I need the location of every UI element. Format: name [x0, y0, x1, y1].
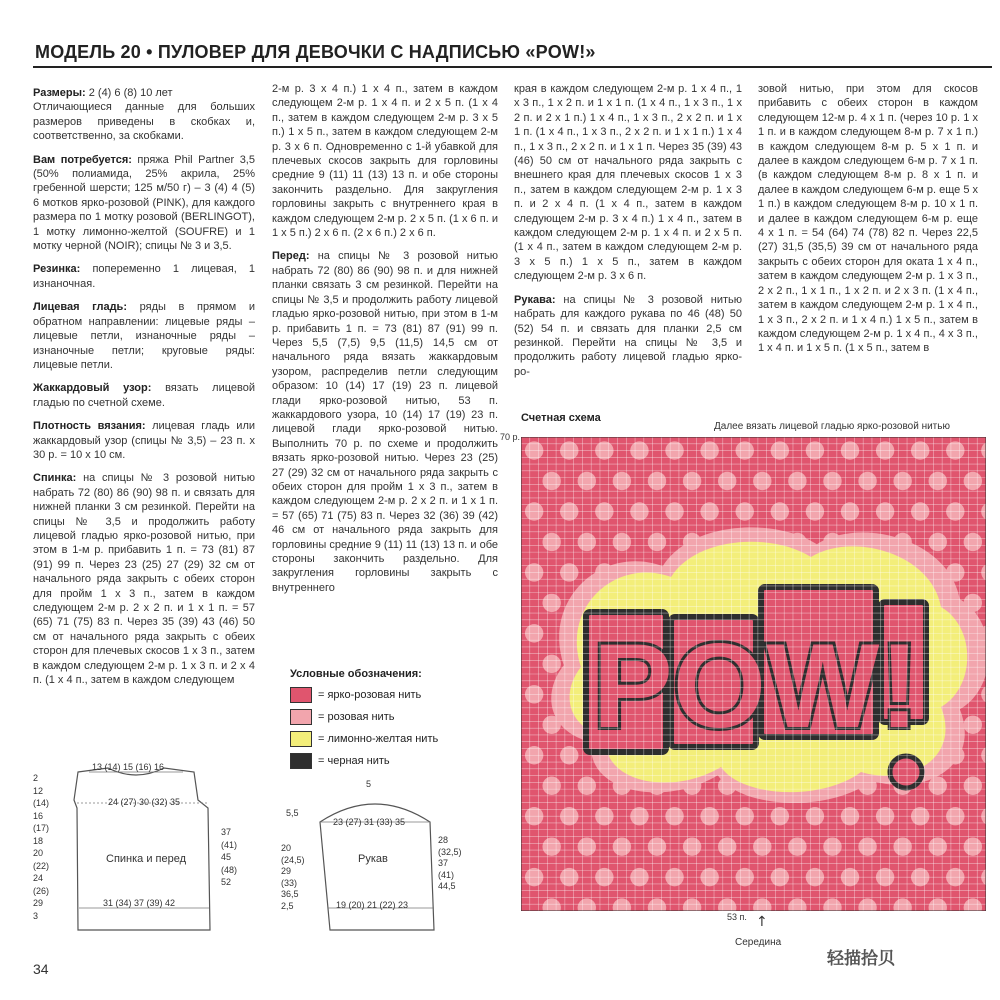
legend-label: = черная нить	[318, 755, 390, 767]
paragraph	[33, 419, 255, 462]
middle-label: Середина	[735, 937, 782, 948]
paragraph-heading: Плотность вязания:	[33, 420, 146, 433]
sleeve-left-measures	[281, 843, 305, 912]
measure-value: (33)	[281, 877, 298, 888]
measure-value: 29	[33, 898, 44, 908]
chart-dot	[858, 837, 876, 855]
chart-dot	[788, 837, 806, 855]
chart-dot	[964, 716, 982, 734]
legend-item	[290, 750, 490, 772]
chart-pattern-text: POW!	[592, 619, 920, 753]
measure-value: 37	[438, 858, 449, 868]
paragraph-heading: Спинка:	[33, 472, 77, 485]
chart-dot	[683, 472, 701, 490]
measure-value: 2	[33, 773, 39, 783]
legend	[290, 668, 490, 772]
paragraph	[272, 249, 498, 595]
paragraph-heading: Перед:	[272, 250, 310, 263]
paragraph-text: пряжа Phil Partner 3,5 (50% полиамида, 25% акрила, 25% гребенной шерсти; 125 м/50 г) – 3 (4) 4 (5) 6 мотков ярко-розовой (PINK), для каждого размера по 1 мотку розовой (BERLINGOT), 1 мотку лимонно-желтой (SOUFRE) и 1 мотку черной (NOIR); спицы № 3 и 3,5.	[33, 153, 255, 253]
paragraph	[758, 82, 978, 356]
measure-value: 18	[33, 835, 44, 846]
paragraph	[33, 86, 255, 144]
measure-value: (48)	[221, 864, 238, 875]
chart-dot	[893, 837, 911, 855]
chart-dot	[542, 594, 560, 612]
paragraph-text: на спицы № 3 розовой нитью набрать 72 (80) 86 (90) 98 п. и связать для нижней планки 3 см резинкой. Перейти на спицы № 3,5 и продолжить работу лицевой гладью ярко-розовой нитью, при этом в 1-м р. прибавить 1 п. = 73 (81) 87 (91) 99 п. Через 23 (25) 27 (29) 32 см от начального ряда закрыть с обеих сторон для пройм 1 х 3 п., затем в каждом следующем 2-м р. 2 х 2 п. и 1 х 1 п. = 57 (65) 71 (75) 83 п. Через 35 (39) 43 (46) 50 см от начального ряда закрыть с обеих сторон для плечевых скосов 1 х 3 п., затем в каждом следующем 2-м р. 1 х 3 п. и 2 х 4 п. (1 х 4 п., затем в каждом следующем	[33, 472, 255, 687]
chart-dot	[929, 837, 947, 855]
paragraph-heading: Рукава:	[514, 293, 556, 306]
paragraph-text: попеременно 1 лицевая, 1 изнаночная.	[33, 263, 255, 290]
chart-dot	[613, 472, 631, 490]
chart-dot	[823, 837, 841, 855]
chart-dot	[929, 472, 947, 490]
measure-value: 3	[33, 910, 39, 921]
measure-value: 20	[33, 848, 44, 858]
exclamation-dot	[890, 756, 922, 788]
paragraph-heading: Лицевая гладь:	[33, 301, 127, 314]
chart-dot	[753, 472, 771, 490]
paragraph	[272, 82, 498, 240]
body-left-measures	[33, 772, 49, 922]
legend-label: = лимонно-желтая нить	[318, 733, 439, 745]
sleeve-label: Рукав	[358, 853, 388, 865]
measure-value: 20	[281, 843, 292, 853]
measure-value: (32,5)	[438, 846, 462, 857]
body-shoulder-measure: 24 (27) 30 (32) 35	[108, 797, 181, 807]
rows-label: 70 р.	[500, 432, 521, 442]
legend-label: = ярко-розовая нить	[318, 689, 422, 701]
chart-dot	[648, 837, 666, 855]
chart-dot	[929, 533, 947, 551]
sleeve-width-measure: 23 (27) 31 (33) 35	[333, 817, 406, 827]
chart-dot	[753, 837, 771, 855]
paragraph-text: лицевая гладь или жаккардовый узор (спицы № 3,5) – 23 п. х 30 р. = 10 х 10 см.	[33, 420, 256, 461]
measure-value: (26)	[33, 885, 50, 896]
chart-dot	[964, 472, 982, 490]
text-column-2	[272, 82, 498, 604]
paragraph-heading: Вам потребуется:	[33, 153, 132, 166]
measure-value: (24,5)	[281, 854, 305, 865]
paragraph-text: 2-м р. 3 х 4 п.) 1 х 4 п., затем в каждом следующем 2-м р. 1 х 4 п. и 2 х 5 п. (1 х 4 п., затем в каждом следующем 2-м р. 3 х 5 п.) 1 х 5 п., затем в каждом следующем 2-м р. 3 х 6 п. Одновременно с 1-й убавкой для плечевых скосов закрыть для горловины средние 9 (11) 11 (13) 13 п. и обе стороны закончить раздельно. Для закругления горловины закрыть с внутреннего края в каждом следующем 2-м р. 2 х 5 п. (1 х 6 п. и 1 х 5 п.) 2 х 6 п. (2 х 6 п.) 2 х 6 п.	[272, 83, 498, 240]
legend-item	[290, 728, 490, 750]
chart-dot	[542, 655, 560, 673]
paragraph-text: на спицы № 3 розовой нитью набрать 72 (80) 86 (90) 98 п. и для нижней планки связать 3 см резинкой. Перейти на спицы № 3,5 и продолжить работу лицевой гладью ярко-розовой нитью, при этом в 1-м р. прибавить 1 п. = 73 (81) 87 (91) 99 п. Через 5,5 (7,5) 9,5 (11,5) 14,5 см от начального ряда вязать жаккардовым узором, распределив петли следующим образом: 10 (14) 17 (19) 23 п. лицевой глади ярко-розовой нитью, 53 п. жаккардового узора, 10 (14) 17 (19) 23 п. лицевой глади ярко-розовой нитью. Выполнить 70 р. по схеме и продолжить вязать ярко-розовой нитью. Через 23 (25) 27 (29) 32 см от начального ряда закрыть с обеих сторон для пройм 1 х 3 п., затем в каждом следующем 2-м р. 2 х 2 п. и 1 х 1 п. = 57 (65) 71 (75) 83 п. Через 32 (36) 39 (42) 46 см от начального ряда закрыть для горловины средние 9 (11) 11 (13) 13 п. и обе стороны закончить раздельно. Для закругления горловины закрыть с внутреннего	[272, 250, 498, 594]
chart-dot	[542, 837, 560, 855]
chart-dot	[578, 533, 596, 551]
sleeve-top-measure: 5	[366, 779, 372, 789]
knitting-chart	[521, 437, 986, 911]
measure-value: 2,5	[281, 900, 294, 911]
measure-value: (14)	[33, 798, 50, 808]
chart-dot	[613, 533, 631, 551]
measure-value: (22)	[33, 860, 50, 871]
chart-dot	[718, 472, 736, 490]
measure-value: 52	[221, 877, 232, 887]
chart-dot	[542, 777, 560, 795]
paragraph-text: зовой нитью, при этом для скосов прибавить с обеих сторон в каждом следующем 12-м р. 4 х 1 п. (через 10 р. 1 х 1 п. и в каждом следующем 8-м р. 7 х 1 п.) в каждом следующем 8-м р. 5 х 1 п. и далее в каждом следующем 6-м р. 7 х 1 п. (в каждом следующем 8-м р. 8 х 1 п. и далее в каждом следующем 6-м р. еще 5 х 1 п.) в каждом следующем 8-м р. 10 х 1 п. и далее в каждом следующем 6-м р. еще 4 х 1 п. = 54 (64) 74 (78) 82 п. Через 22,5 (27) 31,5 (35,5) 39 см от начального ряда закрыть с обеих сторон для оката 1 х 4 п., затем в каждом следующем 2-м р. 1 х 3 п., 2 х 2 п., 1 х 1 п., 1 х 2 п. и 2 х 3 п. (1 х 4 п., затем в каждом следующем 2-м р. 1 х 4 п., 1 х 3 п., 2 х 2 п. и 1 х 4 п.) 1 х 5 п., затем в каждом следующем 2-м р. 1 х 4 п., 4 х 3 п., 1 х 4 п. и 1 х 5 п. (1 х 5 п., затем в	[758, 83, 978, 355]
sleeve-cap-measure: 5,5	[286, 808, 299, 818]
legend-item	[290, 706, 490, 728]
page-number: 34	[33, 961, 49, 977]
paragraph	[514, 293, 742, 379]
chart-dot	[893, 472, 911, 490]
chart-dot	[683, 837, 701, 855]
paragraph-text: на спицы № 3 розовой нитью набрать для каждого рукава по 46 (48) 50 (52) 54 п. и связать для планки 2,5 см резинкой. Перейти на спицы № 3,5 и продолжить работу лицевой гладью ярко-ро-	[514, 293, 742, 378]
chart-dot	[858, 472, 876, 490]
paragraph-text: края в каждом следующем 2-м р. 1 х 4 п., 1 х 3 п., 1 х 2 п. и 1 х 1 п. (1 х 4 п., 1 х 3 п., 1 х 2 п. и 2 х 1 п.) 1 х 4 п., 1 х 3 п., 2 х 2 п. и 1 х 1 п. (1 х 4 п., 1 х 3 п., 2 х 2 п. и 1 х 1 п.) 1 х 4 п., 1 х 3 п., 2 х 2 п. и 1 х 1 п. Через 35 (39) 43 (46) 50 см от начального ряда закрыть с внешнего края для плечевых скосов 1 х 3 п., затем в каждом следующем 2-м р. 1 х 3 п. и 2 х 4 п. (1 х 4 п., затем в каждом следующем 2-м р. 3 х 4 п.) 1 х 4 п., затем в каждом следующем 2-м р. 1 х 4 п. и 2 х 5 п. (1 х 4 п., затем в каждом следующем 2-м р. 3 х 5 п.) 1 х 5 п., затем в каждом следующем 2-м р. 3 х 6 п.	[514, 83, 742, 283]
chart-dot	[542, 533, 560, 551]
body-right-measures	[221, 826, 237, 889]
page-title: МОДЕЛЬ 20 • ПУЛОВЕР ДЛЯ ДЕВОЧКИ С НАДПИСЬЮ «POW!»	[35, 42, 596, 62]
measure-value: (41)	[438, 869, 455, 880]
measure-value: (17)	[33, 823, 50, 833]
legend-swatch	[290, 731, 312, 747]
chart-dot	[648, 472, 666, 490]
body-bottom-measure: 31 (34) 37 (39) 42	[103, 898, 176, 908]
title-rule	[33, 66, 992, 68]
paragraph-heading: Жаккардовый узор:	[33, 382, 152, 395]
measure-value: 45	[221, 852, 232, 862]
chart-dot	[929, 777, 947, 795]
legend-label: = розовая нить	[318, 711, 395, 723]
chart-dot	[613, 837, 631, 855]
watermark: 轻描拾贝	[827, 949, 895, 969]
legend-title: Условные обозначения:	[290, 668, 422, 680]
chart-dot	[578, 777, 596, 795]
body-top-measure: 13 (14) 15 (16) 16	[92, 762, 165, 772]
sleeve-right-measures	[438, 835, 462, 893]
chart-dot	[718, 837, 736, 855]
measure-value: 28	[438, 835, 449, 845]
paragraph-heading: Размеры:	[33, 87, 86, 99]
chart-dot	[964, 533, 982, 551]
text-column-4	[758, 82, 978, 365]
measure-value: 16	[33, 810, 44, 821]
paragraph	[33, 262, 255, 291]
chart-dot	[823, 472, 841, 490]
chart-dot	[964, 777, 982, 795]
measure-value: 24	[33, 873, 44, 883]
sleeve-bottom-measure: 19 (20) 21 (22) 23	[336, 900, 409, 910]
chart-dot	[964, 837, 982, 855]
scheme-note: Далее вязать лицевой гладью ярко-розовой нитью	[714, 421, 950, 432]
paragraph	[514, 82, 742, 284]
legend-swatch	[290, 687, 312, 703]
stitches-label: 53 п.	[727, 912, 747, 922]
paragraph	[33, 153, 255, 254]
text-column-3	[514, 82, 742, 388]
paragraph-text: вязать лицевой гладью по счетной схеме.	[33, 382, 255, 409]
legend-swatch	[290, 709, 312, 725]
text-column-1	[33, 86, 255, 696]
chart-dot	[542, 472, 560, 490]
chart-dot	[578, 837, 596, 855]
paragraph	[33, 381, 255, 410]
measure-value: 29	[281, 866, 292, 876]
paragraph	[33, 300, 255, 372]
paragraph	[33, 471, 255, 687]
measure-value: 12	[33, 785, 44, 796]
legend-swatch	[290, 753, 312, 769]
legend-item	[290, 684, 490, 706]
body-label: Спинка и перед	[106, 853, 187, 865]
measure-value: 44,5	[438, 881, 456, 891]
chart-dot	[578, 472, 596, 490]
measure-value: 36,5	[281, 889, 299, 899]
middle-arrow-icon: ↑	[756, 914, 768, 930]
chart-dot	[788, 472, 806, 490]
scheme-title: Счетная схема	[521, 412, 601, 424]
paragraph-text: ряды в прямом и обратном направлении: лицевые ряды – лицевые петли, изнаночные ряды – изнаночные петли; круговые ряды: лицевые петли.	[33, 301, 255, 371]
measure-value: (41)	[221, 839, 238, 850]
paragraph-text: 2 (4) 6 (8) 10 лет Отличающиеся данные для больших размеров приведены в скобках и, соответственно, за скобками.	[33, 87, 255, 143]
paragraph-heading: Резинка:	[33, 263, 81, 276]
measure-value: 37	[221, 827, 232, 837]
chart-dot	[648, 533, 666, 551]
